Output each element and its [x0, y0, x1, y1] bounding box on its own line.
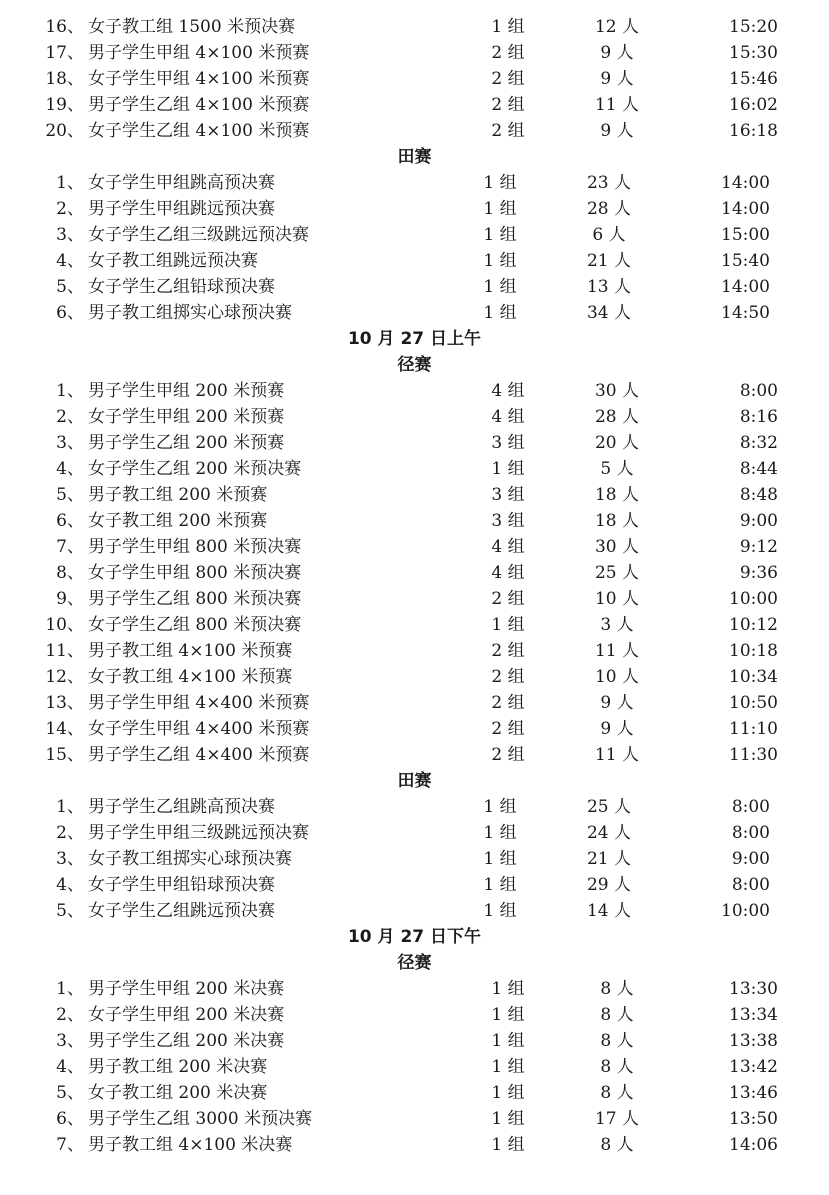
event-type-heading: 径赛 — [397, 953, 432, 973]
event-name: 女子教工组 4×100 米预赛 — [88, 667, 293, 687]
participant-count: 17 人 — [594, 1109, 640, 1129]
group-count: 2 组 — [491, 719, 525, 739]
group-count: 1 组 — [491, 459, 525, 479]
group-count: 1 组 — [483, 849, 517, 869]
group-count: 1 组 — [483, 251, 517, 271]
event-type-heading: 田赛 — [397, 771, 432, 791]
event-name: 女子教工组 200 米预赛 — [88, 511, 268, 531]
schedule-document — [0, 14, 829, 1158]
start-time: 15:40 — [721, 251, 770, 271]
start-time: 10:00 — [729, 589, 778, 609]
participant-count: 14 人 — [586, 901, 632, 921]
group-count: 1 组 — [491, 1109, 525, 1129]
group-count: 1 组 — [483, 797, 517, 817]
participant-count: 18 人 — [594, 485, 640, 505]
event-number: 2、 — [56, 823, 84, 843]
event-number: 15、 — [45, 745, 84, 765]
start-time: 13:34 — [729, 1005, 778, 1025]
event-name: 男子教工组 200 米预赛 — [88, 485, 268, 505]
event-number: 11、 — [45, 641, 84, 661]
group-count: 1 组 — [483, 823, 517, 843]
start-time: 8:32 — [739, 433, 778, 453]
group-count: 1 组 — [491, 1135, 525, 1155]
group-count: 3 组 — [491, 485, 525, 505]
participant-count: 29 人 — [586, 875, 632, 895]
event-name: 女子学生甲组 4×100 米预赛 — [88, 69, 310, 89]
event-number: 10、 — [45, 615, 84, 635]
event-name: 男子学生乙组 800 米预决赛 — [88, 589, 302, 609]
event-name: 女子教工组 1500 米预决赛 — [88, 17, 296, 37]
event-number: 18、 — [45, 69, 84, 89]
event-row — [0, 534, 829, 560]
start-time: 13:50 — [729, 1109, 778, 1129]
group-count: 1 组 — [483, 901, 517, 921]
start-time: 13:38 — [729, 1031, 778, 1051]
start-time: 9:00 — [731, 849, 770, 869]
event-name: 男子学生甲组 800 米预决赛 — [88, 537, 302, 557]
event-number: 2、 — [56, 1005, 84, 1025]
start-time: 13:42 — [729, 1057, 778, 1077]
event-row — [0, 716, 829, 742]
event-row — [0, 638, 829, 664]
participant-count: 11 人 — [594, 745, 640, 765]
event-number: 4、 — [56, 459, 84, 479]
event-row — [0, 586, 829, 612]
participant-count: 8 人 — [600, 1135, 634, 1155]
participant-count: 20 人 — [594, 433, 640, 453]
event-row — [0, 1028, 829, 1054]
event-name: 男子学生乙组 200 米决赛 — [88, 1031, 285, 1051]
start-time: 16:02 — [729, 95, 778, 115]
event-row — [0, 222, 829, 248]
event-number: 6、 — [56, 303, 84, 323]
group-count: 2 组 — [491, 95, 525, 115]
event-number: 14、 — [45, 719, 84, 739]
participant-count: 11 人 — [594, 95, 640, 115]
event-type-heading: 径赛 — [397, 355, 432, 375]
event-name: 男子学生甲组跳远预决赛 — [88, 199, 275, 219]
event-number: 16、 — [45, 17, 84, 37]
participant-count: 13 人 — [586, 277, 632, 297]
group-count: 4 组 — [491, 563, 525, 583]
group-count: 2 组 — [491, 693, 525, 713]
event-name: 女子学生甲组跳高预决赛 — [88, 173, 275, 193]
participant-count: 30 人 — [594, 537, 640, 557]
start-time: 9:36 — [739, 563, 778, 583]
group-count: 2 组 — [491, 667, 525, 687]
start-time: 15:30 — [729, 43, 778, 63]
group-count: 3 组 — [491, 511, 525, 531]
group-count: 4 组 — [491, 407, 525, 427]
event-name: 女子学生甲组 200 米决赛 — [88, 1005, 285, 1025]
event-name: 男子学生甲组 4×400 米预赛 — [88, 693, 310, 713]
event-name: 女子学生乙组 200 米预决赛 — [88, 459, 302, 479]
participant-count: 21 人 — [586, 849, 632, 869]
event-number: 2、 — [56, 199, 84, 219]
event-number: 7、 — [56, 537, 84, 557]
event-name: 男子学生甲组三级跳远预决赛 — [88, 823, 309, 843]
participant-count: 24 人 — [586, 823, 632, 843]
event-number: 1、 — [56, 173, 84, 193]
participant-count: 8 人 — [600, 1005, 634, 1025]
event-name: 男子教工组 200 米决赛 — [88, 1057, 268, 1077]
participant-count: 8 人 — [600, 979, 634, 999]
start-time: 15:00 — [721, 225, 770, 245]
event-row — [0, 664, 829, 690]
start-time: 10:12 — [729, 615, 778, 635]
event-name: 男子教工组 4×100 米决赛 — [88, 1135, 293, 1155]
schedule-section — [0, 326, 829, 768]
participant-count: 9 人 — [600, 693, 634, 713]
start-time: 14:50 — [721, 303, 770, 323]
group-count: 1 组 — [491, 615, 525, 635]
event-row — [0, 118, 829, 144]
start-time: 10:34 — [729, 667, 778, 687]
start-time: 11:10 — [729, 719, 778, 739]
start-time: 8:00 — [739, 381, 778, 401]
event-number: 20、 — [45, 121, 84, 141]
participant-count: 12 人 — [594, 17, 640, 37]
group-count: 2 组 — [491, 69, 525, 89]
participant-count: 11 人 — [594, 641, 640, 661]
event-name: 男子学生甲组 200 米预赛 — [88, 381, 285, 401]
event-row — [0, 820, 829, 846]
start-time: 8:16 — [739, 407, 778, 427]
group-count: 1 组 — [483, 225, 517, 245]
start-time: 10:50 — [729, 693, 778, 713]
start-time: 16:18 — [729, 121, 778, 141]
participant-count: 9 人 — [600, 719, 634, 739]
start-time: 14:06 — [729, 1135, 778, 1155]
event-row — [0, 846, 829, 872]
group-count: 2 组 — [491, 745, 525, 765]
event-number: 4、 — [56, 251, 84, 271]
participant-count: 8 人 — [600, 1057, 634, 1077]
event-row — [0, 92, 829, 118]
event-row — [0, 742, 829, 768]
event-row — [0, 430, 829, 456]
event-name: 女子学生乙组 800 米预决赛 — [88, 615, 302, 635]
start-time: 8:44 — [739, 459, 778, 479]
group-count: 1 组 — [491, 1057, 525, 1077]
schedule-section — [0, 924, 829, 1158]
event-row — [0, 1080, 829, 1106]
group-count: 2 组 — [491, 43, 525, 63]
event-number: 6、 — [56, 1109, 84, 1129]
start-time: 15:20 — [729, 17, 778, 37]
participant-count: 23 人 — [586, 173, 632, 193]
event-number: 6、 — [56, 511, 84, 531]
event-name: 男子学生乙组跳高预决赛 — [88, 797, 275, 817]
event-name: 男子学生乙组 4×100 米预赛 — [88, 95, 310, 115]
event-row — [0, 794, 829, 820]
group-count: 1 组 — [491, 1083, 525, 1103]
event-number: 5、 — [56, 901, 84, 921]
event-row — [0, 1054, 829, 1080]
participant-count: 18 人 — [594, 511, 640, 531]
event-name: 男子学生乙组 3000 米预决赛 — [88, 1109, 313, 1129]
start-time: 8:00 — [731, 875, 770, 895]
start-time: 10:00 — [721, 901, 770, 921]
event-row — [0, 248, 829, 274]
event-name: 女子教工组跳远预决赛 — [88, 251, 258, 271]
participant-count: 25 人 — [594, 563, 640, 583]
event-number: 4、 — [56, 875, 84, 895]
event-name: 女子学生乙组 4×100 米预赛 — [88, 121, 310, 141]
group-count: 1 组 — [483, 303, 517, 323]
participant-count: 10 人 — [594, 667, 640, 687]
participant-count: 21 人 — [586, 251, 632, 271]
start-time: 9:12 — [739, 537, 778, 557]
event-name: 女子教工组掷实心球预决赛 — [88, 849, 292, 869]
participant-count: 10 人 — [594, 589, 640, 609]
event-name: 男子教工组掷实心球预决赛 — [88, 303, 292, 323]
event-row — [0, 274, 829, 300]
event-name: 女子学生乙组铅球预决赛 — [88, 277, 275, 297]
event-name: 男子学生甲组 200 米决赛 — [88, 979, 285, 999]
participant-count: 6 人 — [592, 225, 626, 245]
event-name: 男子教工组 4×100 米预赛 — [88, 641, 293, 661]
event-number: 12、 — [45, 667, 84, 687]
event-name: 男子学生乙组 4×400 米预赛 — [88, 745, 310, 765]
event-number: 5、 — [56, 1083, 84, 1103]
group-count: 3 组 — [491, 433, 525, 453]
start-time: 10:18 — [729, 641, 778, 661]
event-row — [0, 872, 829, 898]
event-number: 3、 — [56, 225, 84, 245]
participant-count: 5 人 — [600, 459, 634, 479]
group-count: 1 组 — [491, 1031, 525, 1051]
schedule-section — [0, 144, 829, 326]
event-number: 3、 — [56, 433, 84, 453]
event-row — [0, 40, 829, 66]
event-number: 3、 — [56, 1031, 84, 1051]
group-count: 1 组 — [491, 1005, 525, 1025]
event-number: 13、 — [45, 693, 84, 713]
event-row — [0, 404, 829, 430]
start-time: 13:30 — [729, 979, 778, 999]
event-number: 1、 — [56, 381, 84, 401]
start-time: 14:00 — [721, 199, 770, 219]
participant-count: 8 人 — [600, 1031, 634, 1051]
start-time: 14:00 — [721, 277, 770, 297]
event-type-heading: 田赛 — [397, 147, 432, 167]
start-time: 13:46 — [729, 1083, 778, 1103]
event-row — [0, 66, 829, 92]
event-row — [0, 1002, 829, 1028]
group-count: 2 组 — [491, 641, 525, 661]
event-name: 女子学生甲组 4×400 米预赛 — [88, 719, 310, 739]
group-count: 1 组 — [491, 979, 525, 999]
event-number: 1、 — [56, 979, 84, 999]
event-number: 8、 — [56, 563, 84, 583]
event-name: 女子学生甲组 200 米预赛 — [88, 407, 285, 427]
participant-count: 25 人 — [586, 797, 632, 817]
event-row — [0, 1106, 829, 1132]
group-count: 2 组 — [491, 121, 525, 141]
session-date-heading: 10 月 27 日下午 — [347, 927, 482, 947]
start-time: 15:46 — [729, 69, 778, 89]
participant-count: 34 人 — [586, 303, 632, 323]
start-time: 9:00 — [739, 511, 778, 531]
start-time: 8:00 — [731, 797, 770, 817]
participant-count: 28 人 — [594, 407, 640, 427]
start-time: 14:00 — [721, 173, 770, 193]
group-count: 1 组 — [483, 199, 517, 219]
event-number: 5、 — [56, 485, 84, 505]
start-time: 8:00 — [731, 823, 770, 843]
group-count: 4 组 — [491, 381, 525, 401]
event-name: 女子学生乙组三级跳远预决赛 — [88, 225, 309, 245]
group-count: 1 组 — [491, 17, 525, 37]
event-row — [0, 612, 829, 638]
event-name: 女子学生甲组 800 米预决赛 — [88, 563, 302, 583]
event-number: 9、 — [56, 589, 84, 609]
event-number: 17、 — [45, 43, 84, 63]
event-row — [0, 482, 829, 508]
event-name: 男子学生甲组 4×100 米预赛 — [88, 43, 310, 63]
participant-count: 9 人 — [600, 121, 634, 141]
participant-count: 9 人 — [600, 43, 634, 63]
group-count: 1 组 — [483, 277, 517, 297]
event-row — [0, 14, 829, 40]
group-count: 1 组 — [483, 173, 517, 193]
participant-count: 9 人 — [600, 69, 634, 89]
event-name: 女子学生乙组跳远预决赛 — [88, 901, 275, 921]
session-date-heading: 10 月 27 日上午 — [347, 329, 482, 349]
group-count: 4 组 — [491, 537, 525, 557]
schedule-section — [0, 14, 829, 144]
event-row — [0, 898, 829, 924]
event-number: 2、 — [56, 407, 84, 427]
schedule-section — [0, 768, 829, 924]
event-row — [0, 170, 829, 196]
event-number: 1、 — [56, 797, 84, 817]
event-row — [0, 560, 829, 586]
start-time: 8:48 — [739, 485, 778, 505]
event-name: 女子教工组 200 米决赛 — [88, 1083, 268, 1103]
event-row — [0, 456, 829, 482]
event-name: 女子学生甲组铅球预决赛 — [88, 875, 275, 895]
event-row — [0, 508, 829, 534]
event-number: 7、 — [56, 1135, 84, 1155]
event-number: 4、 — [56, 1057, 84, 1077]
event-row — [0, 976, 829, 1002]
participant-count: 28 人 — [586, 199, 632, 219]
participant-count: 8 人 — [600, 1083, 634, 1103]
group-count: 1 组 — [483, 875, 517, 895]
event-row — [0, 690, 829, 716]
event-number: 5、 — [56, 277, 84, 297]
event-row — [0, 300, 829, 326]
start-time: 11:30 — [729, 745, 778, 765]
event-row — [0, 196, 829, 222]
event-name: 男子学生乙组 200 米预赛 — [88, 433, 285, 453]
event-number: 19、 — [45, 95, 84, 115]
event-row — [0, 1132, 829, 1158]
participant-count: 30 人 — [594, 381, 640, 401]
event-row — [0, 378, 829, 404]
participant-count: 3 人 — [600, 615, 634, 635]
event-number: 3、 — [56, 849, 84, 869]
group-count: 2 组 — [491, 589, 525, 609]
